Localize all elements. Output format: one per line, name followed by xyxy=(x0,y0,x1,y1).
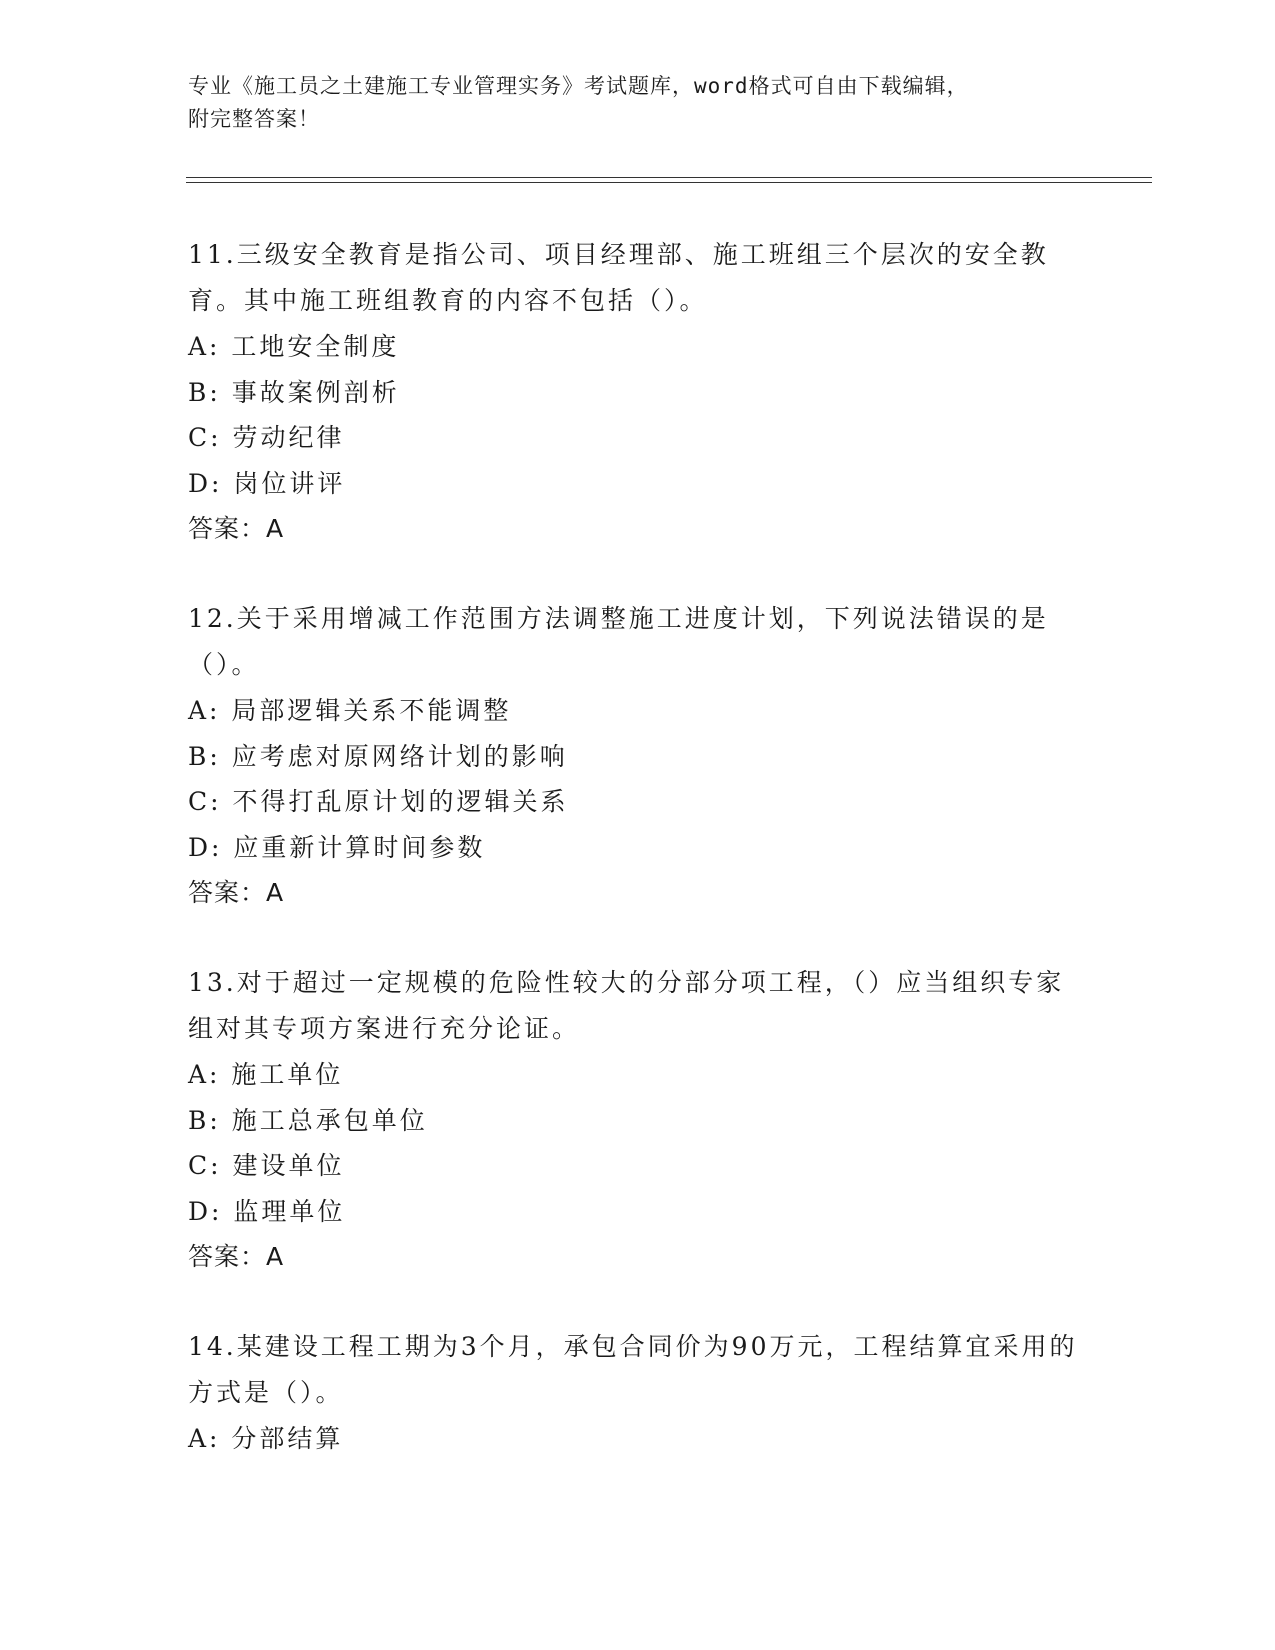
header-line-1: 专业《施工员之土建施工专业管理实务》考试题库，word格式可自由下载编辑， xyxy=(188,74,969,98)
option-d: D: 监理单位 xyxy=(188,1196,346,1226)
header-divider-bottom xyxy=(186,182,1152,183)
answer-line: 答案：A xyxy=(188,1242,285,1271)
question-stem: 11.三级安全教育是指公司、项目经理部、施工班组三个层次的安全教育。其中施工班组教育的内容不包括（）。 xyxy=(188,240,1049,315)
option-b: B: 应考虑对原网络计划的影响 xyxy=(188,741,568,771)
question-stem: 12.关于采用增减工作范围方法调整施工进度计划，下列说法错误的是（）。 xyxy=(188,604,1049,679)
option-b: B: 施工总承包单位 xyxy=(188,1105,428,1135)
option-c: C: 建设单位 xyxy=(188,1151,345,1180)
question-list xyxy=(188,232,1088,1507)
option-c: C: 劳动纪律 xyxy=(188,423,345,452)
question-stem: 14.某建设工程工期为3个月，承包合同价为90万元，工程结算宜采用的方式是（）。 xyxy=(188,1332,1078,1407)
option-c: C: 不得打乱原计划的逻辑关系 xyxy=(188,787,569,816)
option-d: D: 岗位讲评 xyxy=(188,468,346,498)
option-a: A: 局部逻辑关系不能调整 xyxy=(188,696,512,725)
question-14 xyxy=(188,1324,1088,1462)
question-stem: 13.对于超过一定规模的危险性较大的分部分项工程，（）应当组织专家组对其专项方案进行充分论证。 xyxy=(188,968,1065,1043)
option-a: A: 分部结算 xyxy=(188,1424,344,1453)
header-divider-top xyxy=(186,177,1152,178)
option-d: D: 应重新计算时间参数 xyxy=(188,832,486,862)
question-13 xyxy=(188,960,1088,1279)
question-12 xyxy=(188,596,1088,915)
document-header xyxy=(188,70,1068,136)
answer-line: 答案：A xyxy=(188,878,285,907)
question-11 xyxy=(188,232,1088,551)
option-a: A: 施工单位 xyxy=(188,1060,344,1089)
option-b: B: 事故案例剖析 xyxy=(188,377,400,407)
answer-line: 答案：A xyxy=(188,514,285,543)
option-a: A: 工地安全制度 xyxy=(188,332,400,361)
header-line-2: 附完整答案！ xyxy=(188,107,320,131)
